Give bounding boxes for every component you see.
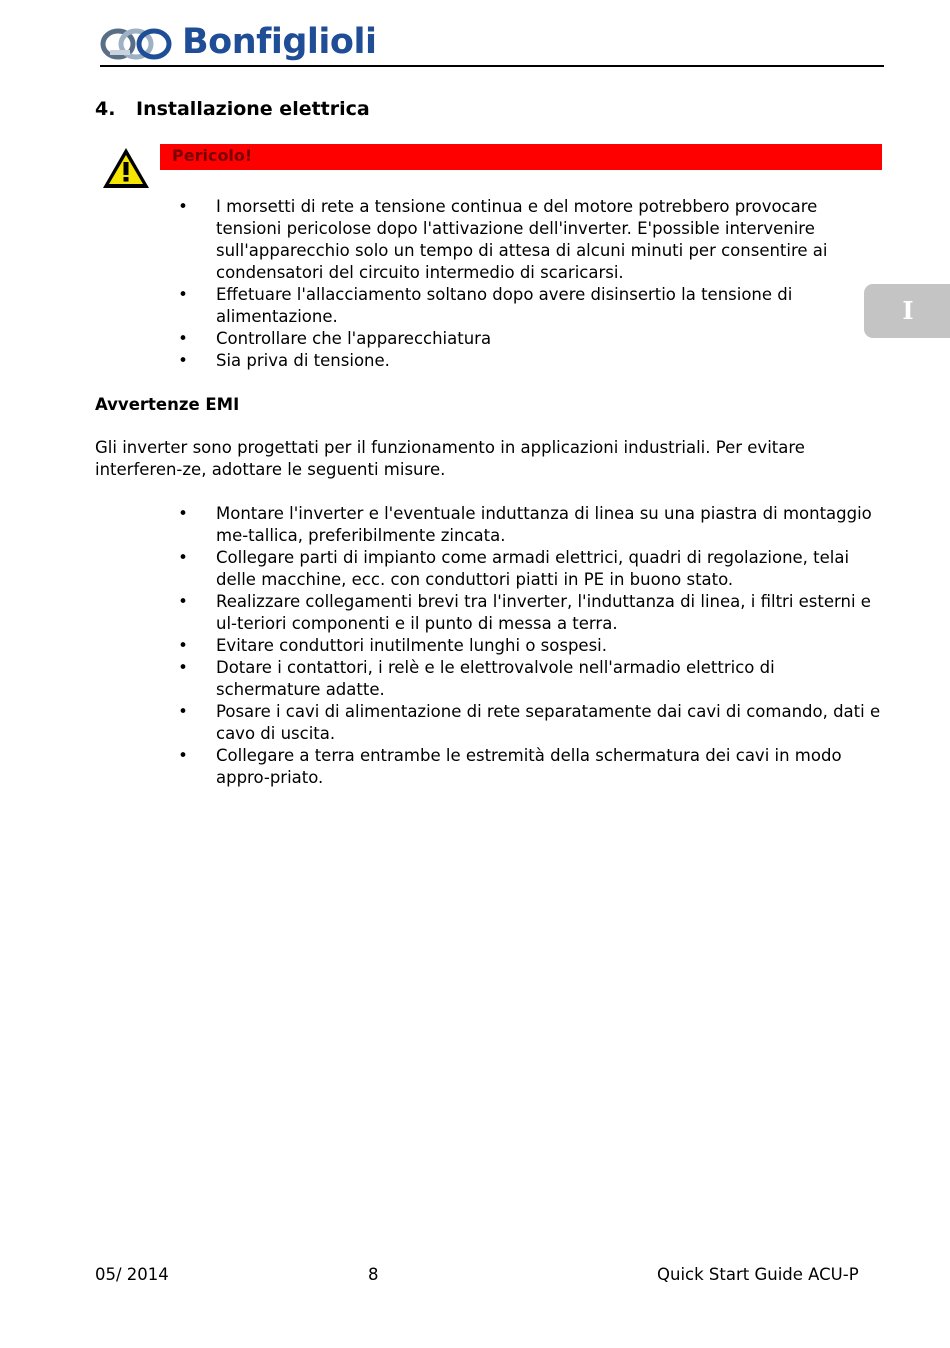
footer-date: 05/ 2014 — [95, 1265, 169, 1284]
list-item-text: Posare i cavi di alimentazione di rete separatamente dai cavi di comando, dati e cavo di uscita. — [216, 702, 881, 743]
footer-doc-title: Quick Start Guide ACU-P — [657, 1265, 859, 1284]
bullet-icon: • — [178, 702, 188, 721]
bullet-icon: • — [178, 636, 188, 655]
danger-list — [168, 196, 882, 372]
warning-triangle-icon — [100, 145, 152, 191]
list-item — [168, 196, 882, 284]
list-item — [168, 745, 882, 789]
brand-name: Bonfiglioli — [182, 22, 377, 62]
header-divider — [100, 65, 884, 67]
bullet-icon: • — [178, 746, 188, 765]
list-item-text: Collegare parti di impianto come armadi elettrici, quadri di regolazione, telai delle macchine, ecc. con conduttori piatti in PE in buono stato. — [216, 548, 850, 589]
bullet-icon: • — [178, 285, 188, 304]
bullet-icon: • — [178, 548, 188, 567]
list-item-text: Sia priva di tensione. — [216, 351, 390, 370]
bullet-icon: • — [178, 592, 188, 611]
language-tab — [864, 284, 950, 338]
emi-heading: Avvertenze EMI — [95, 395, 240, 414]
list-item — [168, 591, 882, 635]
section-title: Installazione elettrica — [136, 98, 370, 120]
list-item — [168, 657, 882, 701]
list-item-text: I morsetti di rete a tensione continua e del motore potrebbero provocare tensioni pericolose dopo l'attivazione dell'inverter. E'possible intervenire sull'apparecchio solo un tempo di attesa di alcuni minuti per consentire ai condensatori del circuito intermedio di scaricarsi. — [216, 197, 828, 282]
list-item-text: Collegare a terra entrambe le estremità della schermatura dei cavi in modo appro-priato. — [216, 746, 842, 787]
list-item-text: Dotare i contattori, i relè e le elettrovalvole nell'armadio elettrico di schermature adatte. — [216, 658, 775, 699]
bullet-icon: • — [178, 329, 188, 348]
bullet-icon: • — [178, 504, 188, 523]
bullet-icon: • — [178, 351, 188, 370]
list-item-text: Effetuare l'allacciamento soltano dopo avere disinsertio la tensione di alimentazione. — [216, 285, 793, 326]
list-item — [168, 328, 882, 350]
list-item — [168, 284, 882, 328]
section-heading — [95, 97, 370, 121]
bullet-icon: • — [178, 658, 188, 677]
language-tab-label: I — [902, 296, 914, 325]
list-item-text: Realizzare collegamenti brevi tra l'inverter, l'induttanza di linea, i filtri esterni e ul-teriori componenti e il punto di messa a terra. — [216, 592, 871, 633]
list-item — [168, 547, 882, 591]
list-item-text: Controllare che l'apparecchiatura — [216, 329, 492, 348]
list-item — [168, 350, 882, 372]
emi-list — [168, 503, 882, 789]
danger-label: Pericolo! — [172, 146, 253, 165]
page-number: 8 — [368, 1265, 379, 1284]
emi-intro-paragraph: Gli inverter sono progettati per il funzionamento in applicazioni industriali. Per evitare interferen-ze, adottare le seguenti misure. — [95, 438, 805, 479]
section-number: 4. — [95, 98, 116, 120]
list-item-text: Montare l'inverter e l'eventuale induttanza di linea su una piastra di montaggio me-tallica, preferibilmente zincata. — [216, 504, 872, 545]
bullet-icon: • — [178, 197, 188, 216]
list-item — [168, 503, 882, 547]
danger-banner — [160, 144, 882, 170]
list-item — [168, 701, 882, 745]
list-item — [168, 635, 882, 657]
list-item-text: Evitare conduttori inutilmente lunghi o sospesi. — [216, 636, 607, 655]
